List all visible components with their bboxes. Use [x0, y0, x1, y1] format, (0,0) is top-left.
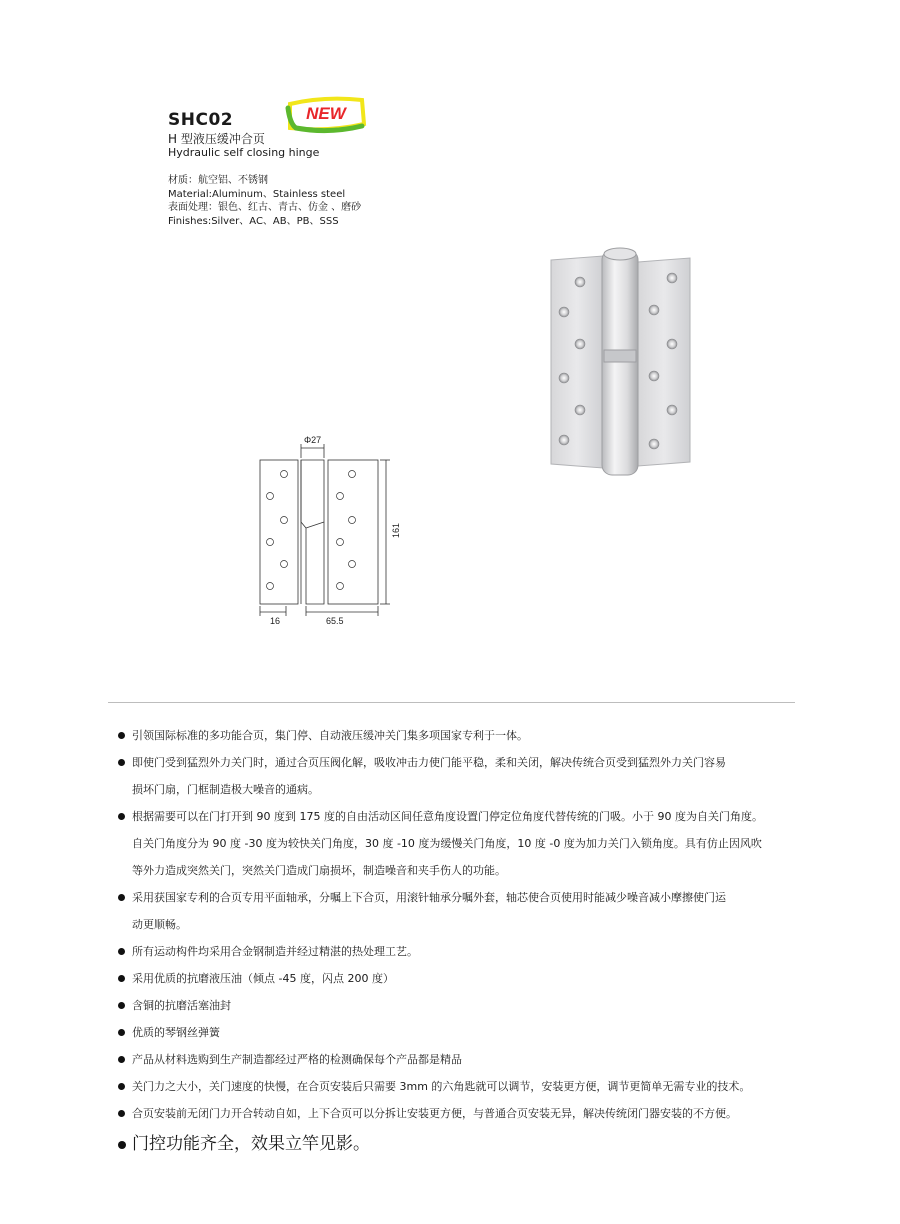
feature-item: 含铜的抗磨活塞油封: [118, 992, 798, 1019]
feature-item: 优质的琴钢丝弹簧: [118, 1019, 798, 1046]
feature-item-summary: 门控功能齐全，效果立竿见影。: [118, 1129, 798, 1159]
feature-item: 引领国际标准的多功能合页，集门停、自动液压缓冲关门集多项国家专利于一体。: [118, 722, 798, 749]
hinge-photo: [548, 240, 698, 480]
new-badge-text: NEW: [306, 104, 346, 123]
feature-item: 根据需要可以在门打开到 90 度到 175 度的自由活动区间任意角度设置门停定位角度代替传统的门吸。小于 90 度为自关门角度。 自关门角度分为 90 度 -30 度为较快关门角度，30 度 -10 度为缓慢关门角度，10 度 -0 度为加力关门入锁角度。具有仿止因风吹 等外力造成突然关门，突然关门造成门扇损坏，制造噪音和夹手伤人的功能。: [118, 803, 798, 884]
feature-item: 所有运动构件均采用合金钢制造并经过精湛的热处理工艺。: [118, 938, 798, 965]
material-cn: 材质：航空铝、不锈钢: [168, 175, 268, 186]
feature-item: 合页安装前无闭门力开合转动自如，上下合页可以分拆让安装更方便，与普通合页安装无异，解决传统闭门器安装的不方便。: [118, 1100, 798, 1127]
dim-offset-label: 16: [270, 616, 281, 626]
feature-item: 即使门受到猛烈外力关门时，通过合页压阀化解，吸收冲击力使门能平稳，柔和关闭，解决传统合页受到猛烈外力关门容易 损坏门扇，门框制造极大噪音的通病。: [118, 749, 798, 803]
feature-item: 关门力之大小，关门速度的快慢，在合页安装后只需要 3mm 的六角匙就可以调节，安装更方便，调节更简单无需专业的技术。: [118, 1073, 798, 1100]
feature-item: 采用优质的抗磨液压油（倾点 -45 度，闪点 200 度）: [118, 965, 798, 992]
new-badge: [284, 94, 368, 134]
section-divider: [108, 702, 795, 703]
dim-height-label: 161: [391, 522, 401, 538]
dim-width-label: 65.5: [326, 616, 344, 626]
dim-diameter-label: Φ27: [304, 435, 322, 445]
finishes-cn: 表面处理：银色、红古、青古、仿金 、磨砂: [168, 202, 362, 213]
product-name-cn: H 型液压缓冲合页: [168, 132, 265, 146]
product-name-en: Hydraulic self closing hinge: [168, 146, 320, 159]
feature-item: 采用获国家专利的合页专用平面轴承，分嘱上下合页，用滚针轴承分嘱外套，轴芯使合页使用时能减少噪音减小摩擦使门运 动更顺畅。: [118, 884, 798, 938]
feature-item: 产品从材料选购到生产制造都经过严格的检测确保每个产品都是精品: [118, 1046, 798, 1073]
hinge-drawing: [248, 430, 403, 630]
product-model: SHC02: [168, 110, 234, 130]
material-en: Material:Aluminum、Stainless steel: [168, 189, 346, 200]
finishes-en: Finishes:Silver、AC、AB、PB、SSS: [168, 216, 339, 227]
feature-list: [118, 722, 798, 1159]
